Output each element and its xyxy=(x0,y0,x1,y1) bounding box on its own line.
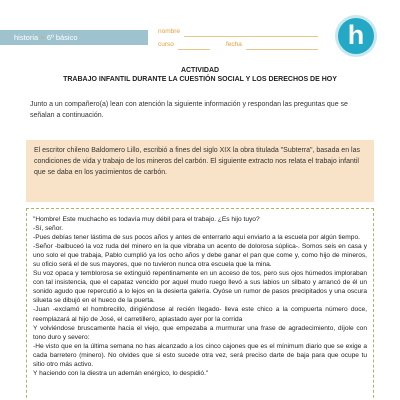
name-label: nombre xyxy=(158,28,181,35)
date-field[interactable] xyxy=(226,41,318,53)
subject-label: historia xyxy=(14,33,39,42)
excerpt-paragraph: -Señor -balbuceó la voz ruda del minero en la que vibraba un acento de dolorosa súplica-. Somos seis en casa y uno solo el que trabaja, Pablo cumplió ya los ocho años y debe ganar el pan que come y, como hijo de mineros, su oficio será el de sus mayores, que no tuvieron nunca otra escuela que la mina. xyxy=(33,243,367,269)
title-line-1: ACTIVIDAD xyxy=(180,67,220,74)
excerpt-paragraph: -Juan -exclamó el hombrecillo, dirigiéndose al recién llegado- lleva este chico a la compuerta número doce, reemplazará al hijo de José, el carretillero, aplastado ayer por la corrida xyxy=(33,306,367,323)
excerpt-paragraph: -Sí, señor. xyxy=(33,225,64,233)
context-box xyxy=(26,140,374,202)
name-line xyxy=(184,36,318,37)
page-title xyxy=(0,66,400,84)
course-label: curso xyxy=(158,41,174,48)
grade-label: 6º básico xyxy=(46,33,78,42)
date-line xyxy=(246,49,318,50)
course-field[interactable] xyxy=(158,41,218,53)
excerpt-box xyxy=(26,208,374,400)
separator-dot-icon: • xyxy=(41,33,44,42)
excerpt-paragraph: Y haciendo con la diestra un ademán enérgico, lo despidió." xyxy=(33,369,209,377)
excerpt-paragraph: -Pues debías tener lástima de sus pocos años y antes de enterrarlo aquí enviarlo a la escuela por algún tiempo. xyxy=(33,234,360,242)
excerpt-paragraph: "Hombre! Este muchacho es todavía muy débil para el trabajo. ¿Es hijo tuyo? xyxy=(33,216,260,223)
worksheet-header xyxy=(0,0,400,62)
course-line xyxy=(178,49,210,50)
excerpt-paragraph: Y volviéndose bruscamente hacia el viejo, que empezaba a murmurar una frase de agradecimiento, díjole con tono duro y severo: xyxy=(33,324,367,341)
subject-bar xyxy=(0,30,148,45)
date-label: fecha xyxy=(226,41,242,48)
name-field[interactable] xyxy=(158,28,318,40)
title-line-2: TRABAJO INFANTIL DURANTE LA CUESTIÓN SOCIAL Y LOS DERECHOS DE HOY xyxy=(63,76,337,83)
h-logo-icon: h xyxy=(335,15,377,57)
context-text: El escritor chileno Baldomero Lillo, escribió a fines del siglo XIX la obra titulada "Subterra", basada en las condiciones de vida y trabajo de los mineros del carbón. El siguiente extracto nos relata el trabajo infantil que se daba en los yacimientos de carbón. xyxy=(34,147,360,176)
excerpt-paragraph: -He visto que en la última semana no has alcanzado a los cinco cajones que es el mínimum diario que se exige a cada barretero (minero). No olvides que si esto sucede otra vez, será preciso darte de baja para que ocupe tu sitio otro más activo. xyxy=(33,342,367,368)
instructions-text: Junto a un compañero(a) lean con atención la siguiente información y respondan las preguntas que se señalan a continuación. xyxy=(30,101,348,119)
excerpt-paragraph: Su voz opaca y temblorosa se extinguió repentinamente en un acceso de tos, pero sus ojos húmedos imploraban con tal insistencia, que el capataz vencido por aquel mudo ruego llevó a sus labios un silbato y arrancó de él un sonido agudo que repercutió a lo lejos en la desierta galería. Oyóse un rumor de pasos precipitados y una oscura silueta se dibujó en el hueco de la puerta. xyxy=(33,270,367,305)
